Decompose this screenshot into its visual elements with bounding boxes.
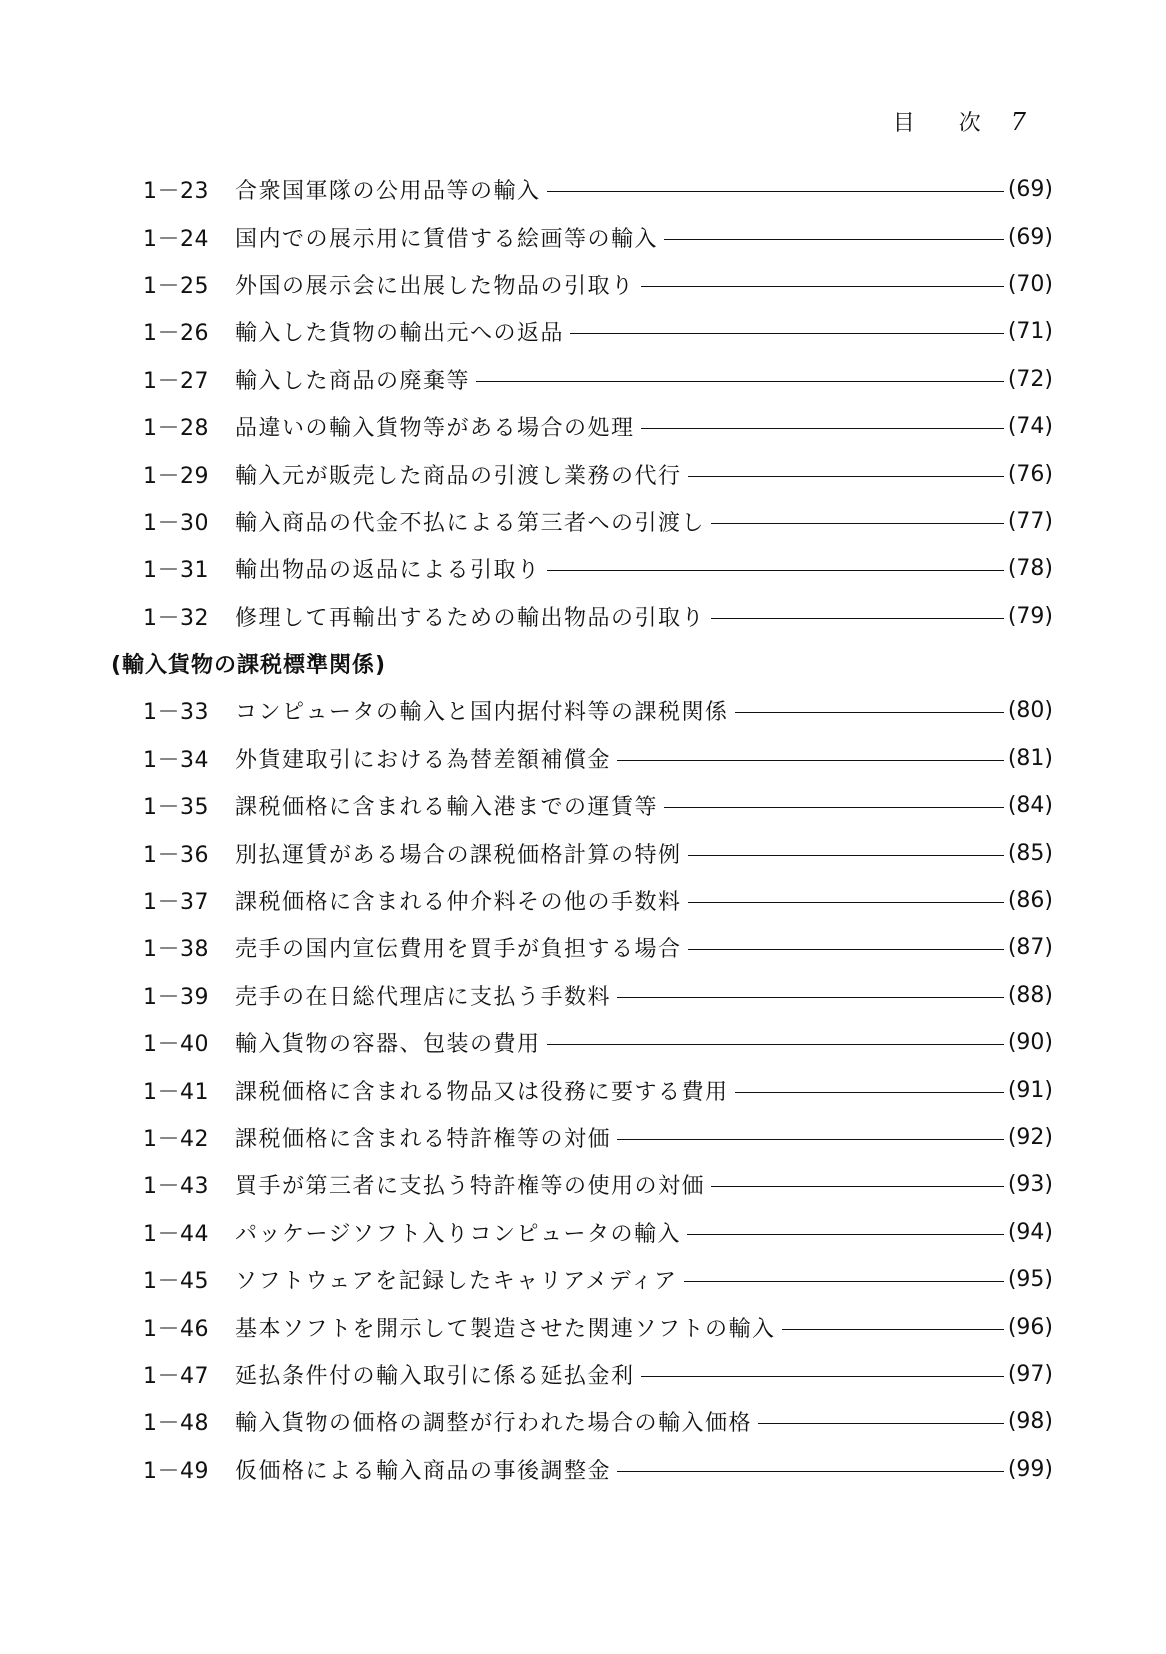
toc-entry — [143, 403, 1053, 450]
toc-entry-title: コンピュータの輸入と国内据付料等の課税関係 — [235, 700, 729, 726]
toc-leader-line — [641, 428, 1004, 429]
toc-group-2 — [143, 687, 1053, 1493]
toc-entry-number: 1－46 — [143, 1316, 209, 1342]
toc-entry-page: (77) — [1007, 508, 1053, 534]
table-of-contents — [111, 166, 1053, 1493]
toc-entry-number: 1－32 — [143, 605, 209, 631]
toc-entry-number: 1－42 — [143, 1127, 209, 1152]
toc-entry-number: 1－24 — [143, 226, 209, 252]
toc-entry-number: 1－26 — [143, 321, 209, 347]
page-header — [893, 106, 1026, 137]
toc-entry-page: (97) — [1007, 1361, 1053, 1387]
toc-entry-page: (86) — [1007, 888, 1053, 914]
toc-entry-title: 輸入貨物の価格の調整が行われた場合の輸入価格 — [235, 1411, 753, 1437]
toc-entry-title: 輸出物品の返品による引取り — [235, 558, 541, 584]
toc-leader-line — [687, 1234, 1004, 1235]
toc-leader-line — [688, 949, 1004, 950]
toc-entry-title: 課税価格に含まれる特許権等の対価 — [235, 1127, 612, 1152]
toc-entry-number: 1－28 — [143, 416, 209, 442]
toc-entry — [143, 1398, 1053, 1445]
toc-entry-page: (72) — [1007, 366, 1053, 392]
toc-entry-page: (70) — [1007, 271, 1053, 297]
toc-entry-number: 1－33 — [143, 700, 209, 726]
toc-entry-page: (74) — [1007, 414, 1053, 440]
toc-entry-title: ソフトウェアを記録したキャリアメディア — [235, 1269, 678, 1295]
toc-entry — [143, 735, 1053, 782]
toc-entry-page: (78) — [1007, 556, 1053, 582]
toc-entry-title: 修理して再輸出するための輸出物品の引取り — [235, 605, 706, 631]
toc-entry-title: 輸入貨物の容器、包装の費用 — [235, 1032, 541, 1058]
toc-leader-line — [688, 476, 1004, 477]
toc-entry-title: 品違いの輸入貨物等がある場合の処理 — [235, 416, 635, 442]
toc-leader-line — [758, 1423, 1004, 1424]
toc-entry-number: 1－48 — [143, 1411, 209, 1437]
toc-leader-line — [570, 333, 1004, 334]
toc-entry-page: (98) — [1007, 1409, 1053, 1435]
toc-entry-page: (92) — [1007, 1125, 1053, 1150]
toc-entry-title: 基本ソフトを開示して製造させた関連ソフトの輸入 — [235, 1316, 776, 1342]
toc-entry-page: (90) — [1007, 1030, 1053, 1056]
header-page-number: 7 — [1010, 108, 1026, 136]
header-label-ji: 次 — [958, 111, 981, 136]
toc-leader-line — [664, 807, 1004, 808]
toc-leader-line — [547, 1044, 1004, 1045]
toc-entry-title: 売手の国内宣伝費用を買手が負担する場合 — [235, 937, 682, 963]
toc-entry-number: 1－35 — [143, 795, 209, 821]
toc-entry — [143, 1066, 1053, 1113]
toc-entry-number: 1－34 — [143, 747, 209, 773]
toc-entry-page: (71) — [1007, 319, 1053, 345]
toc-entry-title: 延払条件付の輸入取引に係る延払金利 — [235, 1363, 635, 1389]
toc-entry-title: 外国の展示会に出展した物品の引取り — [235, 273, 635, 299]
toc-entry-number: 1－25 — [143, 273, 209, 299]
toc-entry-page: (81) — [1007, 745, 1053, 771]
toc-entry-page: (80) — [1007, 698, 1053, 724]
toc-entry — [143, 972, 1053, 1019]
toc-entry-title: 国内での展示用に賃借する絵画等の輸入 — [235, 226, 659, 252]
toc-entry-number: 1－37 — [143, 890, 209, 916]
toc-leader-line — [711, 1186, 1004, 1187]
toc-entry-number: 1－27 — [143, 368, 209, 394]
toc-entry-title: 別払運賃がある場合の課税価格計算の特例 — [235, 842, 682, 868]
toc-entry — [143, 450, 1053, 497]
header-label-moku: 目 — [892, 111, 915, 136]
toc-entry — [143, 213, 1053, 260]
toc-leader-line — [688, 902, 1004, 903]
toc-entry-title: 合衆国軍隊の公用品等の輸入 — [235, 179, 541, 205]
toc-entry — [143, 782, 1053, 829]
toc-entry-title: 輸入した商品の廃棄等 — [235, 368, 471, 394]
toc-entry — [143, 1114, 1053, 1161]
toc-leader-line — [476, 381, 1004, 382]
toc-entry-page: (88) — [1007, 982, 1053, 1008]
toc-entry-number: 1－39 — [143, 984, 209, 1010]
toc-entry — [143, 356, 1053, 403]
toc-entry — [143, 1351, 1053, 1398]
toc-group-1 — [143, 166, 1053, 640]
toc-leader-line — [735, 1092, 1004, 1093]
toc-entry-page: (69) — [1007, 224, 1053, 250]
toc-entry-number: 1－44 — [143, 1221, 209, 1247]
toc-entry-page: (96) — [1007, 1314, 1053, 1340]
toc-leader-line — [688, 855, 1004, 856]
toc-entry-number: 1－47 — [143, 1363, 209, 1389]
section-heading: (輸入貨物の課税標準関係) — [111, 653, 387, 679]
toc-leader-line — [617, 997, 1004, 998]
toc-entry — [143, 1256, 1053, 1303]
toc-leader-line — [547, 570, 1004, 571]
toc-entry-page: (91) — [1007, 1077, 1053, 1103]
toc-entry — [143, 924, 1053, 971]
toc-entry-title: 仮価格による輸入商品の事後調整金 — [235, 1458, 612, 1484]
toc-leader-line — [735, 712, 1004, 713]
toc-entry-title: 課税価格に含まれる輸入港までの運賃等 — [235, 795, 659, 821]
toc-leader-line — [617, 760, 1004, 761]
toc-entry-number: 1－31 — [143, 558, 209, 584]
toc-entry-number: 1－30 — [143, 510, 209, 536]
toc-leader-line — [711, 523, 1004, 524]
toc-entry — [143, 687, 1053, 734]
toc-entry-page: (87) — [1007, 935, 1053, 961]
toc-entry-page: (85) — [1007, 840, 1053, 866]
toc-entry — [143, 829, 1053, 876]
toc-entry — [143, 877, 1053, 924]
toc-entry-title: 外貨建取引における為替差額補償金 — [235, 747, 612, 773]
toc-leader-line — [641, 1376, 1004, 1377]
toc-entry-title: 売手の在日総代理店に支払う手数料 — [235, 984, 612, 1010]
toc-entry-page: (79) — [1007, 603, 1053, 629]
toc-entry-number: 1－40 — [143, 1032, 209, 1058]
toc-entry-page: (93) — [1007, 1172, 1053, 1198]
toc-leader-line — [664, 239, 1004, 240]
toc-entry-number: 1－29 — [143, 463, 209, 489]
toc-entry-number: 1－41 — [143, 1079, 209, 1105]
toc-leader-line — [641, 286, 1004, 287]
toc-entry — [143, 593, 1053, 640]
toc-entry — [143, 261, 1053, 308]
toc-entry-page: (99) — [1007, 1456, 1053, 1482]
toc-leader-line — [547, 191, 1004, 192]
toc-entry-number: 1－23 — [143, 179, 209, 205]
toc-entry-title: パッケージソフト入りコンピュータの輸入 — [235, 1221, 682, 1247]
toc-entry — [143, 1209, 1053, 1256]
toc-entry-title: 輸入した貨物の輸出元への返品 — [235, 321, 565, 347]
toc-entry-title: 買手が第三者に支払う特許権等の使用の対価 — [235, 1174, 706, 1200]
toc-leader-line — [684, 1281, 1004, 1282]
toc-entry-number: 1－43 — [143, 1174, 209, 1200]
toc-leader-line — [617, 1139, 1004, 1140]
toc-entry — [143, 1019, 1053, 1066]
toc-entry-page: (95) — [1007, 1267, 1053, 1293]
toc-entry-title: 輸入元が販売した商品の引渡し業務の代行 — [235, 463, 682, 489]
toc-entry-page: (69) — [1007, 177, 1053, 203]
toc-entry — [143, 1161, 1053, 1208]
toc-entry — [143, 1303, 1053, 1350]
toc-entry — [143, 308, 1053, 355]
toc-entry-number: 1－36 — [143, 842, 209, 868]
toc-entry — [143, 1446, 1053, 1493]
toc-entry-number: 1－38 — [143, 937, 209, 963]
toc-leader-line — [617, 1471, 1004, 1472]
toc-leader-line — [711, 618, 1004, 619]
toc-entry-page: (76) — [1007, 461, 1053, 487]
toc-entry-title: 課税価格に含まれる物品又は役務に要する費用 — [235, 1079, 729, 1105]
toc-entry — [143, 498, 1053, 545]
toc-entry-title: 輸入商品の代金不払による第三者への引渡し — [235, 510, 706, 536]
toc-entry-page: (84) — [1007, 793, 1053, 819]
toc-entry-number: 1－45 — [143, 1269, 209, 1295]
toc-entry-title: 課税価格に含まれる仲介料その他の手数料 — [235, 890, 682, 916]
toc-entry-number: 1－49 — [143, 1458, 209, 1484]
toc-entry — [143, 545, 1053, 592]
toc-entry-page: (94) — [1007, 1219, 1053, 1245]
toc-leader-line — [782, 1329, 1004, 1330]
toc-entry — [143, 166, 1053, 213]
